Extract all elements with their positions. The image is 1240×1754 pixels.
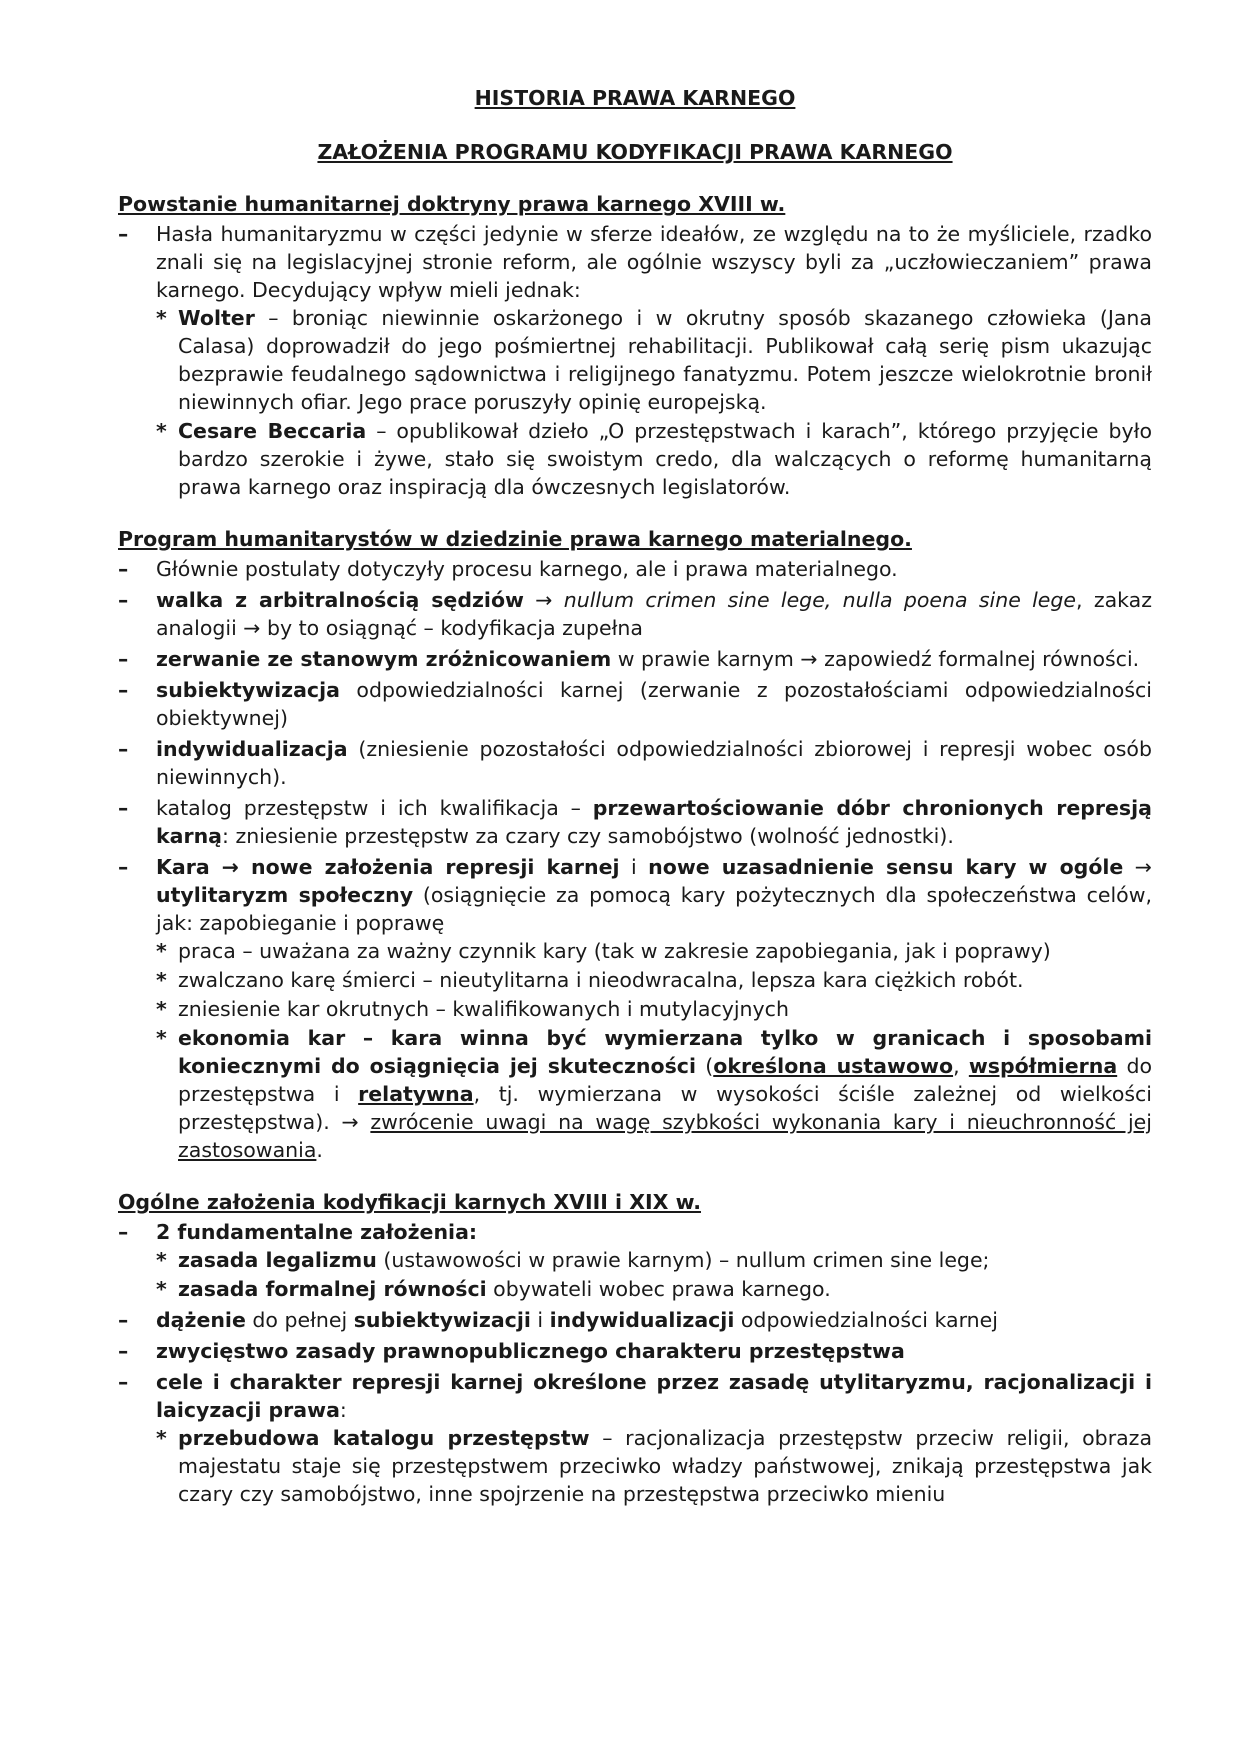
document-page	[118, 84, 1152, 1511]
item-text: i	[619, 855, 649, 879]
sub-item-wolter	[156, 304, 1152, 416]
item-text: do przestępstwa i	[178, 1054, 1152, 1106]
sub-item	[156, 1246, 1152, 1274]
dash-list	[118, 220, 1152, 501]
bold-text: walka z arbitralnością sędziów	[156, 588, 524, 612]
item-text: w prawie karnym → zapowiedź formalnej równości.	[611, 647, 1140, 671]
sub-item	[156, 966, 1152, 994]
list-item	[118, 794, 1152, 850]
bold-text: 2 fundamentalne założenia:	[156, 1220, 478, 1244]
item-text: (osiągnięcie za pomocą kary pożytecznych dla społeczeństwa celów, jak: zapobieganie i poprawę	[156, 883, 1153, 935]
arrow-text: →	[1123, 855, 1152, 879]
list-item	[118, 1368, 1152, 1508]
section-heading: Program humanitarystów w dziedzinie prawa karnego materialnego.	[118, 527, 912, 551]
item-text: .	[316, 1138, 323, 1162]
person-name: Wolter	[178, 306, 255, 330]
item-text: Głównie postulaty dotyczyły procesu karnego, ale i prawa materialnego.	[156, 557, 898, 581]
item-text: – broniąc niewinnie oskarżonego i w okrutny sposób skazanego człowieka (Jana Calasa) doprowadził do jego pośmiertnej rehabilitacji. Publikował całą serię pism ukazując bezprawie feudalnego sądownictwa i religijnego fanatyzmu. Potem jeszcze wielokrotnie bronił niewinnych ofiar. Jego prace poruszyły opinię europejską.	[178, 306, 1152, 414]
bold-text: zasada legalizmu	[178, 1248, 377, 1272]
bold-text: przebudowa katalogu przestępstw	[178, 1426, 590, 1450]
person-name: Cesare Beccaria	[178, 419, 367, 443]
bold-text: subiektywizacja	[156, 678, 340, 702]
item-text: :	[339, 1398, 347, 1422]
underlined-text: relatywna	[358, 1082, 474, 1106]
sub-item	[156, 1424, 1152, 1508]
item-text: – racjonalizacja przestępstw przeciw religii, obraza majestatu staje się przestępstwem przeciwko władzy państwowej, znikają przestępstwa jak czary czy samobójstwo, inne spojrzenie na przestępstwa przeciwko mieniu	[178, 1426, 1153, 1506]
item-text: obywateli wobec prawa karnego.	[486, 1277, 831, 1301]
bold-text: dążenie	[156, 1308, 246, 1332]
underlined-text: określona ustawowo	[713, 1054, 954, 1078]
list-item	[118, 1306, 1152, 1334]
item-text: do pełnej	[245, 1308, 354, 1332]
sub-item	[156, 995, 1152, 1023]
item-text: : zniesienie przestępstw za czary czy samobójstwo (wolność jednostki).	[222, 824, 954, 848]
underlined-text: współmierna	[968, 1054, 1118, 1078]
underlined-text: zwrócenie uwagi na wagę szybkości wykonania kary i nieuchronność jej zastosowania	[178, 1110, 1152, 1162]
section-humanitarian-program	[118, 525, 1152, 1164]
item-text: ,	[953, 1054, 969, 1078]
list-item	[118, 1337, 1152, 1365]
sub-item	[156, 937, 1152, 965]
sub-list	[156, 937, 1152, 1164]
item-text: , tj. wymierzana w wysokości ściśle zależnej od wielkości przestępstwa). →	[178, 1082, 1153, 1134]
item-text: odpowiedzialności karnej (zerwanie z pozostałościami odpowiedzialności obiektywnej)	[156, 678, 1152, 730]
sub-list	[156, 1246, 1152, 1303]
item-text: i	[530, 1308, 550, 1332]
list-item	[118, 853, 1152, 1164]
arrow-text: →	[523, 588, 564, 612]
bold-text: przewartościowanie dóbr chronionych represją karną	[156, 796, 1152, 848]
list-item	[118, 735, 1152, 791]
list-item	[118, 1218, 1152, 1303]
bold-text: indywidualizacja	[156, 737, 348, 761]
bold-text: indywidualizacji	[549, 1308, 735, 1332]
list-item	[118, 645, 1152, 673]
sub-item	[156, 1275, 1152, 1303]
list-item	[118, 586, 1152, 642]
item-text: katalog przestępstw i ich kwalifikacja –	[156, 796, 593, 820]
item-text: Hasła humanitaryzmu w części jedynie w sferze ideałów, ze względu na to że myśliciele, rzadko znali się na legislacyjnej stronie reform, ale ogólnie wszyscy byli za „uczłowieczaniem” prawa karnego. Decydujący wpływ mieli jednak:	[156, 222, 1152, 302]
list-item	[118, 220, 1152, 501]
item-text: , zakaz analogii → by to osiągnąć – kodyfikacja zupełna	[156, 588, 1152, 640]
list-item	[118, 676, 1152, 732]
bold-text: utylitaryzm społeczny	[156, 883, 414, 907]
bold-text: zwycięstwo zasady prawnopublicznego charakteru przestępstwa	[156, 1339, 905, 1363]
bold-text: cele i charakter represji karnej określone przez zasadę utylitaryzmu, racjonalizacji i laicyzacji prawa	[156, 1370, 1152, 1422]
item-text: – opublikował dzieło „O przestępstwach i karach”, którego przyjęcie było bardzo szerokie i żywe, stało się swoistym credo, dla walczących o reformę humanitarną prawa karnego oraz inspiracją dla ówczesnych legislatorów.	[178, 419, 1152, 499]
bold-text: zerwanie ze stanowym zróżnicowaniem	[156, 647, 612, 671]
section-heading: Ogólne założenia kodyfikacji karnych XVIII i XIX w.	[118, 1190, 701, 1214]
sub-list	[156, 1424, 1152, 1508]
dash-list	[118, 1218, 1152, 1508]
section-heading: Powstanie humanitarnej doktryny prawa karnego XVIII w.	[118, 192, 786, 216]
item-text: (zniesienie pozostałości odpowiedzialności zbiorowej i represji wobec osób niewinnych).	[156, 737, 1152, 789]
list-item	[118, 555, 1152, 583]
bold-text: zasada formalnej równości	[178, 1277, 487, 1301]
item-text: (	[695, 1054, 714, 1078]
sub-item	[156, 1024, 1152, 1164]
document-subtitle: ZAŁOŻENIA PROGRAMU KODYFIKACJI PRAWA KARNEGO	[317, 140, 953, 164]
item-text: (ustawowości w prawie karnym) – nullum crimen sine lege;	[376, 1248, 990, 1272]
document-title: HISTORIA PRAWA KARNEGO	[474, 86, 796, 110]
section-codification-assumptions	[118, 1188, 1152, 1508]
dash-list	[118, 555, 1152, 1164]
italic-text: nullum crimen sine lege, nulla poena sine lege	[563, 588, 1077, 612]
bold-text: Kara → nowe założenia represji karnej	[156, 855, 620, 879]
bold-text: nowe uzasadnienie sensu kary w ogóle	[648, 855, 1124, 879]
sub-item-beccaria	[156, 417, 1152, 501]
item-text: zniesienie kar okrutnych – kwalifikowanych i mutylacyjnych	[178, 997, 789, 1021]
bold-text: ekonomia kar – kara winna być wymierzana tylko w granicach i sposobami koniecznymi do osiągnięcia jej skuteczności	[178, 1026, 1152, 1078]
sub-list	[156, 304, 1152, 501]
item-text: odpowiedzialności karnej	[734, 1308, 998, 1332]
item-text: zwalczano karę śmierci – nieutylitarna i nieodwracalna, lepsza kara ciężkich robót.	[178, 968, 1024, 992]
bold-text: subiektywizacji	[353, 1308, 531, 1332]
section-humanitarian-doctrine	[118, 190, 1152, 501]
item-text: praca – uważana za ważny czynnik kary (tak w zakresie zapobiegania, jak i poprawy)	[178, 939, 1051, 963]
